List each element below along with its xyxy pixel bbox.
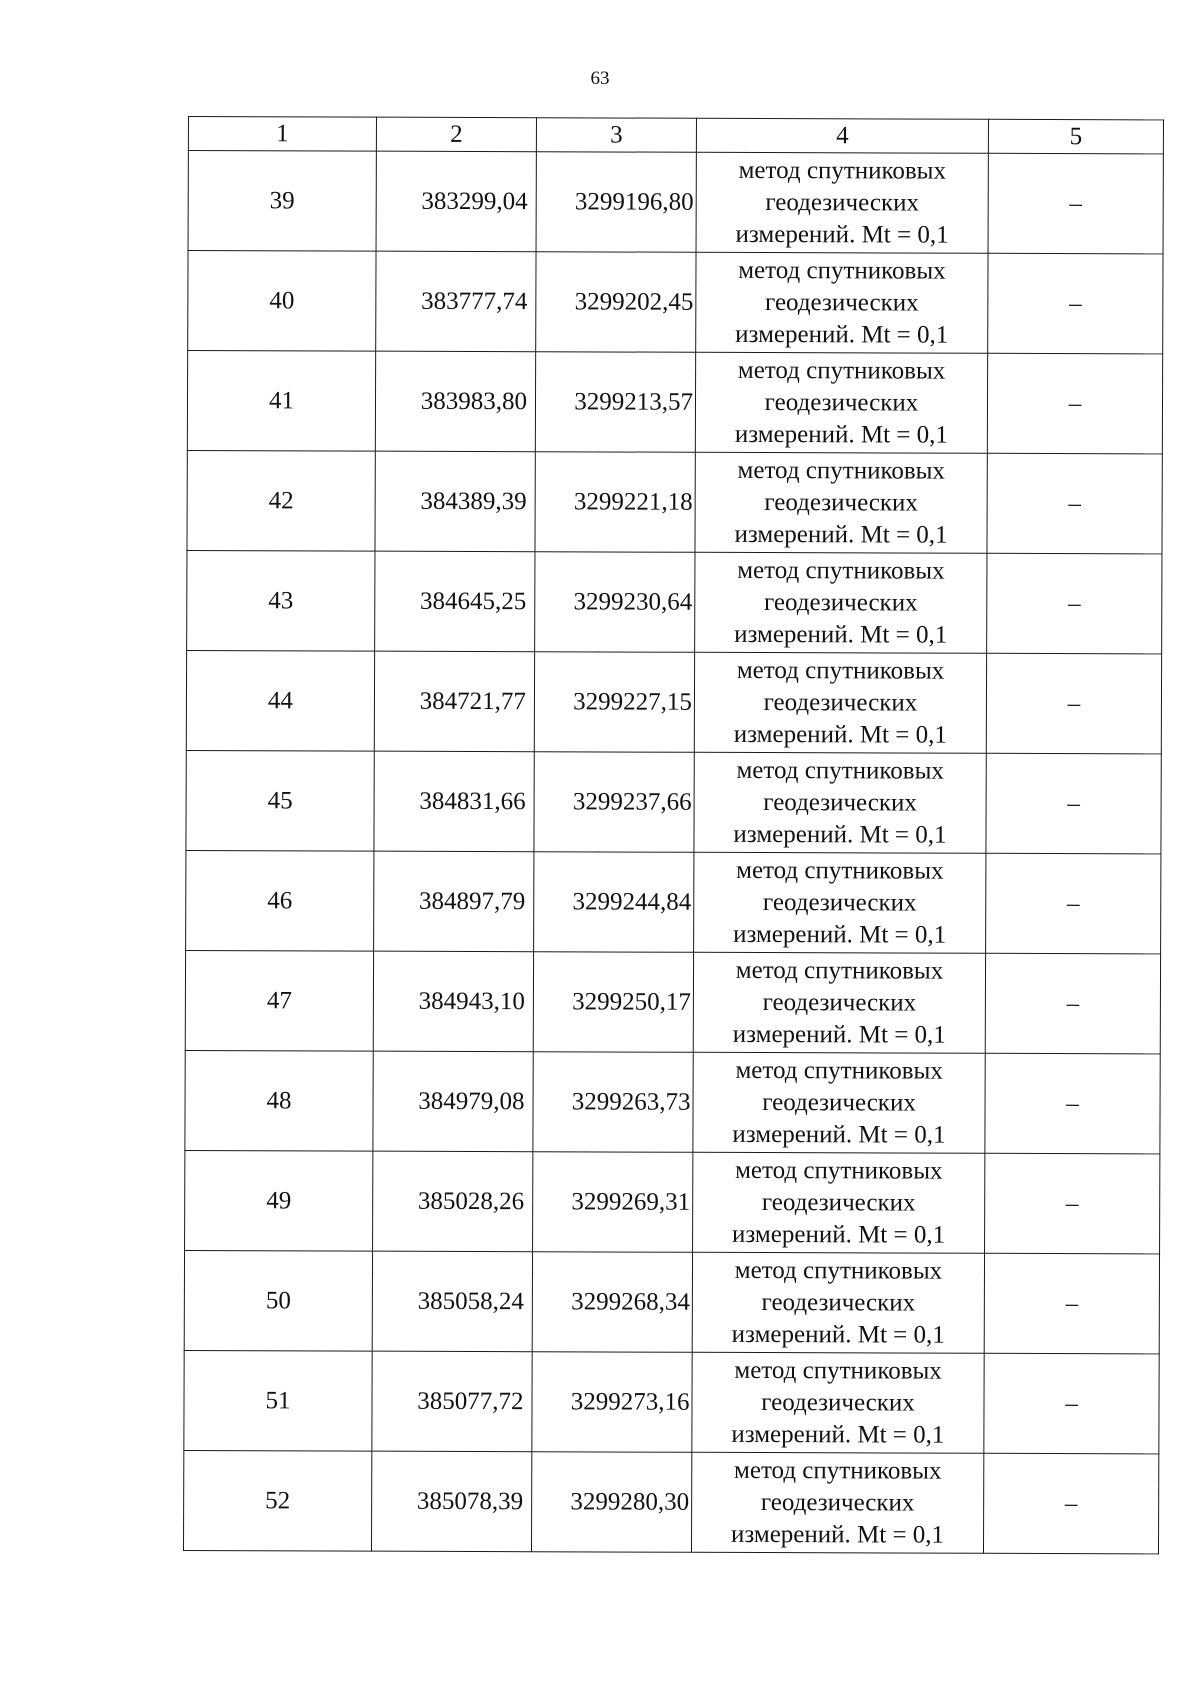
method-cell [696, 252, 988, 353]
y-coordinate-cell: 3299269,31 [533, 1152, 693, 1253]
table-header-row [188, 117, 1163, 154]
method-line: измерений. Mt = 0,1 [731, 1420, 945, 1449]
column-header-2: 2 [376, 117, 536, 152]
x-coordinate-cell: 384389,39 [375, 451, 535, 552]
method-line: геодезических [762, 1088, 916, 1117]
method-line: метод спутниковых [735, 956, 944, 985]
table-row [186, 850, 1161, 953]
x-coordinate-cell: 384979,08 [373, 1051, 533, 1152]
point-number-cell: 47 [185, 950, 373, 1051]
page-number: 63 [590, 68, 610, 89]
x-coordinate-cell: 383777,74 [376, 251, 536, 352]
method-cell [695, 452, 987, 553]
method-cell [695, 352, 987, 453]
note-cell: – [985, 1053, 1160, 1154]
x-coordinate-cell: 383299,04 [376, 151, 536, 252]
method-line: геодезических [761, 1188, 916, 1217]
method-line: геодезических [763, 588, 918, 617]
method-line: измерений. Mt = 0,1 [734, 420, 948, 449]
note-cell: – [986, 853, 1161, 954]
method-line: геодезических [764, 488, 918, 517]
y-coordinate-cell: 3299213,57 [535, 352, 695, 453]
note-cell: – [983, 1453, 1158, 1554]
point-number-cell: 52 [183, 1450, 371, 1551]
note-cell: – [987, 353, 1162, 454]
y-coordinate-cell: 3299263,73 [533, 1052, 693, 1153]
method-line: измерений. Mt = 0,1 [732, 1220, 946, 1249]
method-line: метод спутниковых [735, 1056, 943, 1085]
method-line: метод спутниковых [734, 1256, 943, 1285]
method-cell [694, 852, 986, 953]
column-header-1: 1 [188, 117, 376, 152]
method-cell [692, 1352, 984, 1453]
method-line: измерений. Mt = 0,1 [733, 920, 947, 949]
method-line: геодезических [765, 288, 919, 317]
method-line: геодезических [763, 688, 918, 717]
method-line: измерений. Mt = 0,1 [735, 320, 949, 349]
y-coordinate-cell: 3299273,16 [532, 1352, 692, 1453]
method-line: измерений. Mt = 0,1 [733, 820, 947, 849]
table-row [183, 1450, 1158, 1553]
method-line: измерений. Mt = 0,1 [732, 1120, 946, 1149]
x-coordinate-cell: 384943,10 [373, 951, 533, 1052]
method-line: метод спутниковых [736, 656, 945, 685]
point-number-cell: 45 [186, 750, 374, 851]
method-line: измерений. Mt = 0,1 [731, 1320, 945, 1349]
method-line: измерений. Mt = 0,1 [734, 520, 948, 549]
point-number-cell: 48 [185, 1050, 373, 1151]
x-coordinate-cell: 385058,24 [372, 1251, 532, 1352]
point-number-cell: 51 [184, 1350, 372, 1451]
coordinates-table [183, 116, 1164, 1554]
x-coordinate-cell: 385077,72 [372, 1351, 532, 1452]
table-body [183, 151, 1163, 1554]
table-row [184, 1250, 1159, 1353]
x-coordinate-cell: 384897,79 [374, 851, 534, 952]
method-line: измерений. Mt = 0,1 [730, 1520, 945, 1549]
column-header-4: 4 [696, 118, 988, 153]
x-coordinate-cell: 384721,77 [374, 651, 534, 752]
y-coordinate-cell: 3299268,34 [532, 1252, 692, 1353]
method-cell [693, 1052, 985, 1153]
point-number-cell: 49 [185, 1150, 373, 1251]
method-line: метод спутниковых [738, 256, 946, 285]
table-row [188, 151, 1163, 254]
method-line: геодезических [762, 888, 917, 917]
method-cell [692, 1252, 984, 1353]
method-line: метод спутниковых [734, 1356, 942, 1385]
method-cell [694, 652, 986, 753]
table-row [184, 1350, 1159, 1453]
note-cell: – [986, 753, 1161, 854]
table-row [188, 251, 1163, 354]
method-cell [691, 1452, 983, 1553]
y-coordinate-cell: 3299196,80 [536, 152, 696, 253]
x-coordinate-cell: 385028,26 [373, 1151, 533, 1252]
method-line: метод спутниковых [737, 556, 945, 585]
method-cell [695, 552, 987, 653]
method-line: измерений. Mt = 0,1 [735, 220, 949, 249]
method-cell [693, 1152, 985, 1253]
method-line: метод спутниковых [737, 356, 946, 385]
note-cell: – [987, 553, 1162, 654]
point-number-cell: 39 [188, 151, 376, 252]
x-coordinate-cell: 384645,25 [375, 551, 535, 652]
note-cell: – [987, 453, 1162, 554]
method-cell [696, 152, 988, 253]
table-row [185, 950, 1160, 1053]
method-line: геодезических [760, 1488, 915, 1517]
note-cell: – [984, 1353, 1159, 1454]
point-number-cell: 46 [186, 850, 374, 951]
method-line: измерений. Mt = 0,1 [734, 620, 948, 649]
method-cell [694, 752, 986, 853]
point-number-cell: 43 [187, 550, 375, 651]
table-row [187, 450, 1162, 553]
method-line: геодезических [761, 1388, 915, 1417]
column-header-3: 3 [536, 118, 696, 153]
method-line: геодезических [762, 988, 917, 1017]
table-row [185, 1150, 1160, 1253]
table-row [186, 650, 1161, 753]
method-line: измерений. Mt = 0,1 [733, 720, 947, 749]
point-number-cell: 42 [187, 450, 375, 551]
y-coordinate-cell: 3299250,17 [533, 952, 693, 1053]
table-row [185, 1050, 1160, 1153]
column-header-5: 5 [988, 119, 1163, 154]
y-coordinate-cell: 3299280,30 [531, 1452, 691, 1553]
y-coordinate-cell: 3299202,45 [536, 252, 696, 353]
note-cell: – [988, 153, 1163, 254]
method-line: метод спутниковых [734, 1456, 942, 1485]
y-coordinate-cell: 3299244,84 [534, 852, 694, 953]
x-coordinate-cell: 384831,66 [374, 751, 534, 852]
method-line: геодезических [763, 788, 917, 817]
point-number-cell: 44 [186, 650, 374, 751]
note-cell: – [984, 1253, 1159, 1354]
method-line: геодезических [764, 388, 919, 417]
y-coordinate-cell: 3299221,18 [535, 452, 695, 553]
point-number-cell: 41 [187, 351, 375, 452]
method-line: геодезических [761, 1288, 916, 1317]
y-coordinate-cell: 3299237,66 [534, 752, 694, 853]
method-cell [693, 952, 985, 1053]
y-coordinate-cell: 3299227,15 [534, 652, 694, 753]
method-line: метод спутниковых [736, 856, 944, 885]
point-number-cell: 40 [188, 251, 376, 352]
method-line: метод спутниковых [738, 156, 947, 185]
x-coordinate-cell: 383983,80 [375, 351, 535, 452]
method-line: метод спутниковых [737, 456, 946, 485]
method-line: метод спутниковых [736, 756, 944, 785]
method-line: измерений. Mt = 0,1 [732, 1020, 946, 1049]
x-coordinate-cell: 385078,39 [371, 1451, 531, 1552]
table-row [187, 351, 1162, 454]
note-cell: – [985, 1153, 1160, 1254]
note-cell: – [988, 253, 1163, 354]
table-row [186, 750, 1161, 853]
note-cell: – [985, 953, 1160, 1054]
point-number-cell: 50 [184, 1250, 372, 1351]
y-coordinate-cell: 3299230,64 [535, 552, 695, 653]
table-row [187, 550, 1162, 653]
method-line: метод спутниковых [735, 1156, 943, 1185]
note-cell: – [986, 653, 1161, 754]
method-line: геодезических [765, 188, 920, 217]
